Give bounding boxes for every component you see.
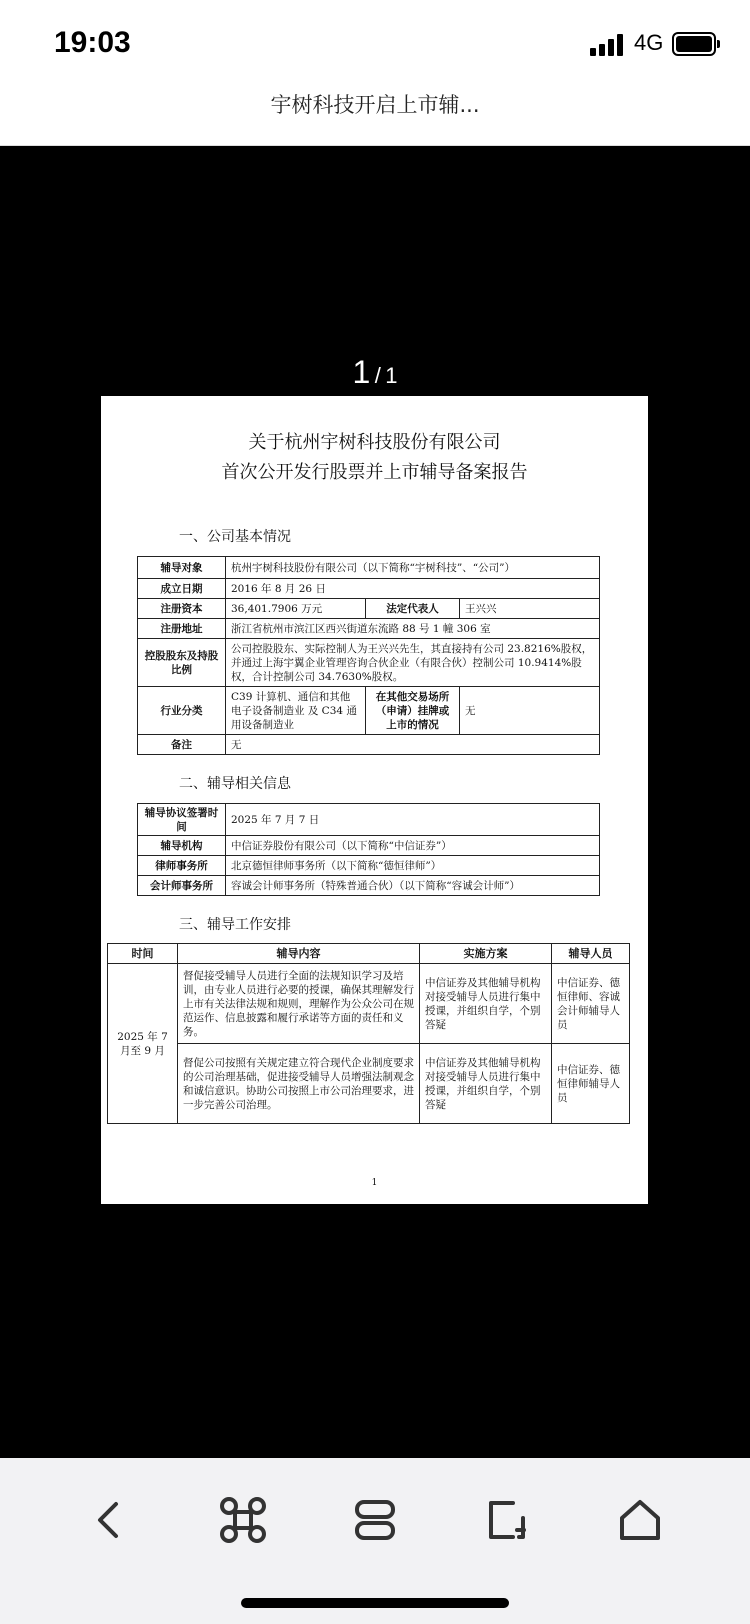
- doc-page-number: 1: [371, 1178, 378, 1188]
- status-bar: [0, 0, 750, 90]
- nav-header: [0, 90, 750, 146]
- tutoring-info-table: [137, 803, 600, 896]
- bottom-toolbar: [0, 1458, 750, 1624]
- subject-label: 辅导对象: [138, 557, 226, 579]
- network-label: 4G: [634, 30, 664, 55]
- battery-icon: [672, 32, 716, 56]
- holder-value: 公司控股股东、实际控制人为王兴兴先生，其直接持有公司 23.8216%股权，并通过上海宇翼企业管理咨询合伙企业（有限合伙）控制公司 10.9414%股权，合计控制公司 34.7630%股权。: [226, 639, 600, 687]
- home-indicator[interactable]: [241, 1598, 509, 1608]
- law-firm-label: 律师事务所: [138, 856, 226, 876]
- back-icon[interactable]: [80, 1490, 140, 1550]
- current-page: 1: [352, 354, 371, 390]
- section1-heading: 一、公司基本情况: [179, 529, 291, 545]
- col-header-content: 辅导内容: [178, 944, 420, 964]
- note-label: 备注: [138, 735, 226, 755]
- page-separator: /: [374, 363, 381, 388]
- col-header-time: 时间: [108, 944, 178, 964]
- rep-label: 法定代表人: [366, 599, 460, 619]
- table-row-content: 督促公司按照有关规定建立符合现代企业制度要求的公司治理基础，促进接受辅导人员增强法制观念和诚信意识。协助公司按照上市公司治理要求，进一步完善公司治理。: [178, 1044, 420, 1124]
- agreement-date-label: 辅导协议签署时间: [138, 804, 226, 836]
- signal-icon: [590, 34, 628, 56]
- law-firm-value: 北京德恒律师事务所（以下简称“德恒律师”）: [226, 856, 600, 876]
- table-row-staff: 中信证券、德恒律师、容诚会计师辅导人员: [552, 964, 630, 1044]
- holder-label: 控股股东及持股比例: [138, 639, 226, 687]
- home-icon[interactable]: [610, 1490, 670, 1550]
- col-header-staff: 辅导人员: [552, 944, 630, 964]
- status-time: 19:03: [54, 26, 131, 59]
- total-pages: 1: [385, 363, 398, 388]
- founded-label: 成立日期: [138, 579, 226, 599]
- document-viewer[interactable]: [0, 146, 750, 1458]
- tabs-icon[interactable]: [345, 1490, 405, 1550]
- org-label: 辅导机构: [138, 836, 226, 856]
- section3-heading: 三、辅导工作安排: [179, 917, 291, 933]
- page-counter: [0, 354, 750, 391]
- command-icon[interactable]: [213, 1490, 273, 1550]
- page-title: 宇树科技开启上市辅...: [270, 93, 480, 117]
- col-header-plan: 实施方案: [420, 944, 552, 964]
- listing-label: 在其他交易场所（申请）挂牌或上市的情况: [366, 687, 460, 735]
- table-row-staff: 中信证券、德恒律师辅导人员: [552, 1044, 630, 1124]
- table-row-plan: 中信证券及其他辅导机构对接受辅导人员进行集中授课，并组织自学，个别答疑: [420, 1044, 552, 1124]
- accounting-firm-value: 容诚会计师事务所（特殊普通合伙）（以下简称“容诚会计师”）: [226, 876, 600, 896]
- capital-label: 注册资本: [138, 599, 226, 619]
- address-label: 注册地址: [138, 619, 226, 639]
- accounting-firm-label: 会计师事务所: [138, 876, 226, 896]
- capital-value: 36,401.7906 万元: [226, 599, 366, 619]
- rep-value: 王兴兴: [460, 599, 600, 619]
- doc-title-line1: 关于杭州宇树科技股份有限公司: [248, 432, 501, 453]
- section2-heading: 二、辅导相关信息: [179, 776, 291, 792]
- address-value: 浙江省杭州市滨江区西兴街道东流路 88 号 1 幢 306 室: [226, 619, 600, 639]
- industry-value: C39 计算机、通信和其他电子设备制造业 及 C34 通用设备制造业: [226, 687, 366, 735]
- subject-value: 杭州宇树科技股份有限公司（以下简称“宇树科技”、“公司”）: [226, 557, 600, 579]
- company-info-table: [137, 556, 600, 755]
- org-value: 中信证券股份有限公司（以下简称“中信证券”）: [226, 836, 600, 856]
- industry-label: 行业分类: [138, 687, 226, 735]
- founded-value: 2016 年 8 月 26 日: [226, 579, 600, 599]
- table-row-plan: 中信证券及其他辅导机构对接受辅导人员进行集中授课，并组织自学，个别答疑: [420, 964, 552, 1044]
- listing-value: 无: [460, 687, 600, 735]
- note-value: 无: [226, 735, 600, 755]
- table-row-content: 督促接受辅导人员进行全面的法规知识学习及培训，由专业人员进行必要的授课，确保其理解发行上市有关法律法规和规则，理解作为公众公司在规范运作、信息披露和履行承诺等方面的责任和义务。: [178, 964, 420, 1044]
- doc-title-line2: 首次公开发行股票并上市辅导备案报告: [221, 462, 528, 483]
- agreement-date-value: 2025 年 7 月 7 日: [226, 804, 600, 836]
- document-page[interactable]: [101, 396, 648, 1204]
- work-plan-table: [107, 943, 630, 1124]
- edit-note-icon[interactable]: [477, 1490, 537, 1550]
- period-cell: 2025 年 7 月至 9 月: [108, 964, 178, 1124]
